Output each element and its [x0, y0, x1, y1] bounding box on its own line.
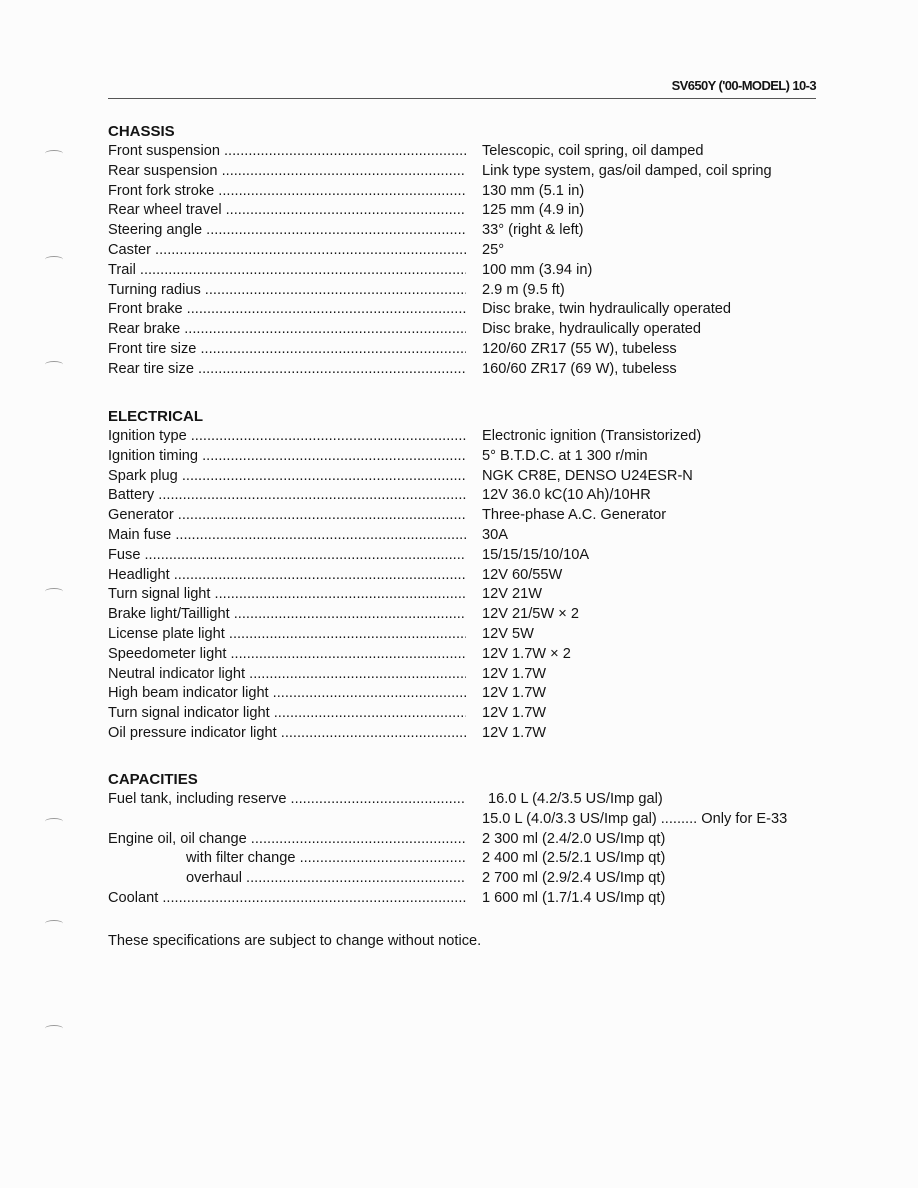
spec-row — [108, 566, 828, 586]
section-title: CHASSIS — [108, 123, 175, 140]
spec-value: 2 700 ml (2.9/2.4 US/Imp qt) — [482, 870, 666, 887]
spec-row — [108, 605, 828, 625]
spec-value: Telescopic, coil spring, oil damped — [482, 143, 704, 159]
spec-value: NGK CR8E, DENSO U24ESR-N — [482, 467, 693, 484]
spec-label: with filter change ..... — [186, 849, 466, 869]
spec-value: 130 mm (5.1 in) — [482, 182, 585, 199]
spec-value: 160/60 ZR17 (69 W), tubeless — [482, 360, 677, 377]
spec-row — [108, 526, 828, 546]
spec-value: 16.0 L (4.2/3.5 US/Imp gal) — [488, 791, 663, 807]
spec-value: 5° B.T.D.C. at 1 300 r/min — [482, 447, 648, 464]
spec-value: 2.9 m (9.5 ft) — [482, 281, 565, 298]
spec-value: 12V 1.7W — [482, 685, 547, 702]
spec-row — [108, 182, 828, 202]
spec-label: Fuse ..... — [108, 546, 466, 566]
spec-value: 2 300 ml (2.4/2.0 US/Imp qt) — [482, 830, 666, 847]
spec-value: 30A — [482, 526, 508, 543]
electrical-section — [108, 407, 828, 744]
spec-label: Engine oil, oil change ..... — [108, 830, 466, 850]
spec-row — [108, 427, 828, 447]
binding-mark — [45, 150, 63, 157]
spec-label: Main fuse ..... — [108, 526, 466, 546]
spec-row — [108, 221, 828, 241]
spec-label: Spark plug ..... — [108, 467, 466, 487]
spec-label: Neutral indicator light ..... — [108, 665, 466, 685]
spec-label: Rear suspension ..... — [108, 162, 466, 182]
spec-label: Caster ..... — [108, 241, 466, 261]
spec-label: High beam indicator light ..... — [108, 684, 466, 704]
spec-row — [108, 201, 828, 221]
spec-value: 12V 1.7W — [482, 724, 547, 741]
spec-row — [108, 506, 828, 526]
spec-list — [108, 427, 828, 744]
spec-value: 125 mm (4.9 in) — [482, 202, 585, 219]
spec-label: Brake light/Taillight ..... — [108, 605, 466, 625]
spec-value: 1 600 ml (1.7/1.4 US/Imp qt) — [482, 889, 666, 906]
binding-mark — [45, 588, 63, 595]
spec-row — [108, 320, 828, 340]
spec-label: License plate light ..... — [108, 625, 466, 645]
spec-value: 12V 1.7W — [482, 705, 547, 722]
spec-value: Disc brake, twin hydraulically operated — [482, 301, 732, 318]
spec-value: 12V 1.7W — [482, 665, 547, 682]
spec-value: 25° — [482, 241, 505, 258]
spec-row — [108, 360, 828, 380]
spec-value: 12V 60/55W — [482, 566, 563, 583]
spec-label: Oil pressure indicator light ..... — [108, 724, 466, 744]
spec-label: Rear tire size ..... — [108, 360, 466, 380]
spec-value: 33° (right & left) — [482, 222, 584, 239]
spec-value: 12V 36.0 kC(10 Ah)/10HR — [482, 487, 651, 504]
spec-label: Speedometer light ..... — [108, 645, 466, 665]
spec-row — [108, 467, 828, 487]
spec-row — [108, 447, 828, 467]
spec-row — [108, 790, 828, 810]
spec-label: Turn signal indicator light ..... — [108, 704, 466, 724]
spec-value: 2 400 ml (2.5/2.1 US/Imp qt) — [482, 850, 666, 867]
binding-mark — [45, 1025, 63, 1032]
spec-row — [108, 142, 828, 162]
spec-label: Ignition timing ..... — [108, 447, 466, 467]
page-header — [108, 78, 816, 99]
spec-list — [108, 142, 828, 380]
spec-label: Turning radius ..... — [108, 281, 466, 301]
spec-row — [108, 300, 828, 320]
spec-value: 12V 21W — [482, 586, 543, 603]
spec-row — [108, 684, 828, 704]
spec-row — [108, 830, 828, 850]
spec-label: Rear wheel travel ..... — [108, 201, 466, 221]
spec-value: Link type system, gas/oil damped, coil spring — [482, 162, 772, 179]
spec-row — [108, 889, 828, 909]
spec-row — [108, 724, 828, 744]
spec-label: Generator ..... — [108, 506, 466, 526]
binding-mark — [45, 256, 63, 263]
spec-value: 12V 1.7W × 2 — [482, 645, 571, 662]
spec-row — [108, 546, 828, 566]
section-title: CAPACITIES — [108, 771, 198, 788]
spec-row — [108, 645, 828, 665]
spec-label: Turn signal light ..... — [108, 585, 466, 605]
spec-row — [108, 261, 828, 281]
spec-label: Ignition type ..... — [108, 427, 466, 447]
spec-row — [108, 625, 828, 645]
spec-row — [108, 340, 828, 360]
spec-row — [108, 241, 828, 261]
binding-mark — [45, 361, 63, 368]
spec-label: Front tire size ..... — [108, 340, 466, 360]
spec-label: overhaul ..... — [186, 869, 466, 889]
spec-value: 15/15/15/10/10A — [482, 546, 590, 563]
section-title: ELECTRICAL — [108, 408, 203, 425]
spec-value: Electronic ignition (Transistorized) — [482, 428, 702, 444]
spec-value: Three-phase A.C. Generator — [482, 507, 667, 524]
spec-row — [108, 281, 828, 301]
spec-row — [108, 665, 828, 685]
spec-value: 15.0 L (4.0/3.3 US/Imp gal) ......... Only for E-33 — [482, 810, 788, 827]
binding-mark — [45, 818, 63, 825]
page-header-title: SV650Y ('00-MODEL) 10-3 — [671, 78, 816, 93]
spec-value: Disc brake, hydraulically operated — [482, 321, 702, 338]
spec-label: Front suspension ..... — [108, 142, 466, 162]
spec-row — [108, 810, 828, 830]
spec-label: Steering angle ..... — [108, 221, 466, 241]
spec-label: Trail ..... — [108, 261, 466, 281]
spec-row — [108, 869, 828, 889]
capacities-section — [108, 770, 828, 909]
spec-label: Rear brake ..... — [108, 320, 466, 340]
spec-label: Front fork stroke ..... — [108, 182, 466, 202]
spec-label: Fuel tank, including reserve ..... — [108, 790, 466, 810]
spec-label: Coolant ..... — [108, 889, 466, 909]
spec-row — [108, 162, 828, 182]
spec-value: 12V 21/5W × 2 — [482, 606, 579, 623]
spec-row — [108, 704, 828, 724]
spec-value: 12V 5W — [482, 625, 534, 642]
spec-row — [108, 849, 828, 869]
spec-label: Front brake ..... — [108, 300, 466, 320]
spec-row — [108, 585, 828, 605]
binding-mark — [45, 920, 63, 927]
chassis-section — [108, 122, 828, 380]
footnote: These specifications are subject to change without notice. — [108, 933, 482, 949]
spec-label: Headlight ..... — [108, 566, 466, 586]
spec-label: Battery ..... — [108, 486, 466, 506]
spec-value: 120/60 ZR17 (55 W), tubeless — [482, 340, 677, 357]
spec-value: 100 mm (3.94 in) — [482, 261, 593, 278]
spec-row — [108, 486, 828, 506]
